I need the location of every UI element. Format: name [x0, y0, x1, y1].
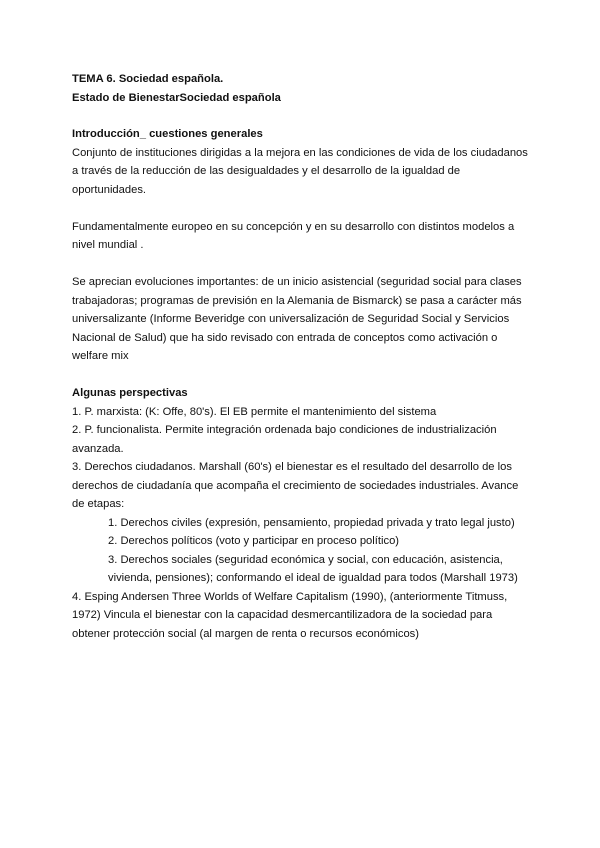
perspective-item-3	[72, 458, 532, 514]
text-line: universalizante (Informe Beveridge con universalización de Seguridad Social y Servicios	[72, 313, 510, 325]
perspective-item-4	[72, 588, 532, 644]
spacer	[72, 366, 532, 385]
text-line: Nacional de Salud) que ha sido revisado con entrada de conceptos como activación o	[72, 331, 498, 344]
text-line: nivel mundial .	[72, 239, 144, 251]
text-line: obtener protección social (al margen de renta o recursos económicos)	[72, 627, 419, 640]
spacer	[72, 107, 532, 125]
doc-subtitle: Estado de BienestarSociedad española	[72, 91, 281, 104]
text-line: trabajadoras; programas de previsión en la Alemania de Bismarck) se pasa a carácter más	[72, 294, 522, 307]
spacer	[72, 255, 532, 274]
intro-paragraph-3	[72, 273, 532, 366]
intro-heading: Introducción_ cuestiones generales	[72, 128, 263, 140]
intro-paragraph-1	[72, 144, 532, 200]
text-line: vivienda, pensiones); conformando el ideal de igualdad para todos (Marshall 1973)	[108, 572, 518, 584]
document-page	[72, 70, 532, 643]
doc-title: TEMA 6. Sociedad española.	[72, 73, 224, 85]
rights-item-social: 3. Derechos sociales (seguridad económica y social, con educación, asistencia,	[108, 553, 503, 566]
text-line: Se aprecian evoluciones importantes: de un inicio asistencial (seguridad social para clases	[72, 276, 522, 288]
perspective-item-1: 1. P. marxista: (K: Offe, 80's). El EB permite el mantenimiento del sistema	[72, 405, 437, 418]
rights-sublist	[72, 514, 532, 588]
text-line: de etapas:	[72, 498, 125, 510]
perspective-item-2	[72, 421, 532, 458]
intro-paragraph-2	[72, 218, 532, 255]
spacer	[72, 199, 532, 218]
text-line: oportunidades.	[72, 183, 147, 196]
rights-item-civil: 1. Derechos civiles (expresión, pensamiento, propiedad privada y trato legal justo)	[108, 516, 515, 529]
text-line: derechos de ciudadanía que acompaña el crecimiento de sociedades industriales. Avance	[72, 479, 519, 492]
text-line: welfare mix	[72, 350, 129, 362]
text-line: Conjunto de instituciones dirigidas a la mejora en las condiciones de vida de los ciudadanos	[72, 146, 528, 159]
text-line: 1972) Vincula el bienestar con la capacidad desmercantilizadora de la sociedad para	[72, 609, 493, 621]
text-line: avanzada.	[72, 442, 124, 455]
text-line: a través de la reducción de las desigualdades y el desarrollo de la igualdad de	[72, 165, 461, 177]
text-line: Fundamentalmente europeo en su concepción y en su desarrollo con distintos modelos a	[72, 220, 515, 233]
rights-item-political: 2. Derechos políticos (voto y participar en proceso político)	[108, 535, 400, 547]
perspectives-heading: Algunas perspectivas	[72, 387, 188, 399]
text-line: 3. Derechos ciudadanos. Marshall (60's) el bienestar es el resultado del desarrollo de los	[72, 461, 512, 473]
text-line: 2. P. funcionalista. Permite integración ordenada bajo condiciones de industrialización	[72, 424, 497, 436]
text-line: 4. Esping Andersen Three Worlds of Welfare Capitalism (1990), (anteriormente Titmuss,	[72, 590, 508, 603]
